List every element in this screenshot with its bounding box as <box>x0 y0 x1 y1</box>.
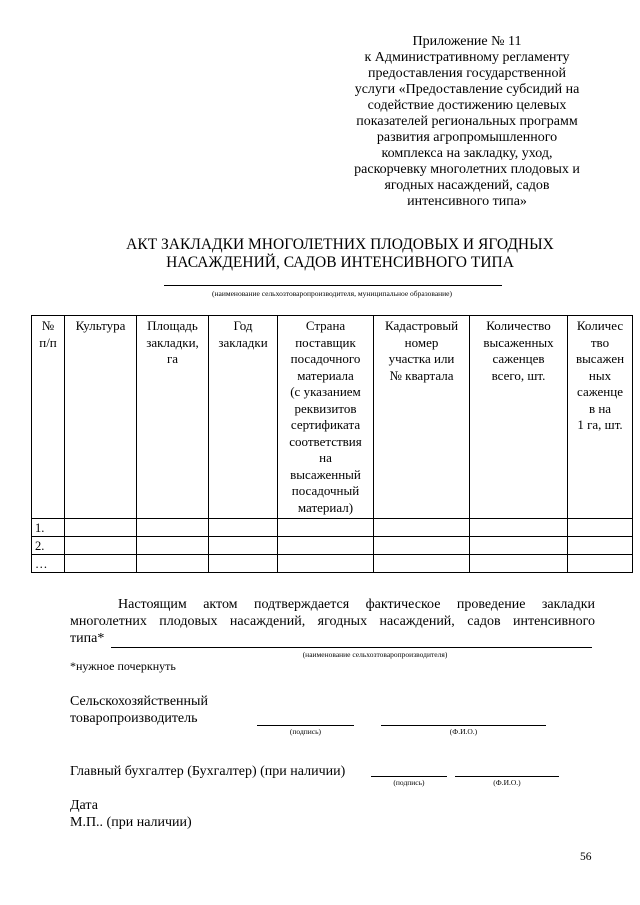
date-label: Дата <box>70 798 98 813</box>
appendix-line: к Административному регламенту <box>364 50 570 65</box>
producer-signature-line[interactable] <box>257 725 354 726</box>
table-row <box>32 555 633 573</box>
header-text-line: 1 га, шт. <box>577 417 623 432</box>
col-header-seedlings-per-ha <box>568 316 633 519</box>
header-text-line: саженце <box>577 384 623 399</box>
appendix-line: интенсивного типа» <box>407 194 527 209</box>
table-cell[interactable] <box>137 555 209 573</box>
accountant-fio-line[interactable] <box>455 776 559 777</box>
page-number: 56 <box>580 851 592 863</box>
header-text-line: Количес <box>576 318 624 333</box>
appendix-line: содействие достижению целевых <box>367 98 567 113</box>
header-text-line: Культура <box>75 318 126 333</box>
header-text-line: Площадь <box>147 318 198 333</box>
title-line-2: НАСАЖДЕНИЙ, САДОВ ИНТЕНСИВНОГО ТИПА <box>166 254 514 271</box>
producer-label-line-1: Сельскохозяйственный <box>70 694 208 709</box>
table-cell[interactable] <box>65 555 137 573</box>
planting-table <box>31 315 633 573</box>
header-text-line: закладки <box>218 334 268 350</box>
title-line-1: АКТ ЗАКЛАДКИ МНОГОЛЕТНИХ ПЛОДОВЫХ И ЯГОДНЫХ <box>126 236 554 253</box>
appendix-line: ягодных насаждений, садов <box>384 178 550 193</box>
confirmation-line-2: многолетних плодовых насаждений, ягодных насаждений, садов интенсивного <box>70 614 595 629</box>
table-cell[interactable] <box>374 555 470 573</box>
header-text-line: Год <box>233 318 253 333</box>
appendix-line: раскорчевку многолетних плодовых и <box>354 162 580 177</box>
table-cell[interactable] <box>137 519 209 537</box>
table-cell[interactable] <box>374 519 470 537</box>
header-text-line: на <box>319 450 332 465</box>
header-text-line: реквизитов <box>294 400 357 416</box>
header-text-line: сертификата <box>290 417 361 432</box>
stamp-label: М.П.. (при наличии) <box>70 815 192 830</box>
appendix-line: услуги «Предоставление субсидий на <box>354 82 580 97</box>
header-text-line: ных <box>588 367 612 383</box>
table-cell[interactable] <box>374 537 470 555</box>
header-text-line: высаженный <box>290 466 361 482</box>
col-header-number <box>32 316 65 519</box>
header-text-line: п/п <box>39 334 57 350</box>
appendix-line: показателей региональных программ <box>356 114 578 129</box>
appendix-line: комплекса на закладку, уход, <box>381 146 553 161</box>
header-text-line: материала <box>297 367 354 383</box>
header-text-line: высажен <box>575 351 625 366</box>
appendix-line: Приложение № 11 <box>412 34 522 49</box>
producer-fio-line[interactable] <box>381 725 546 726</box>
table-header-row <box>32 316 633 519</box>
table-cell[interactable] <box>278 519 374 537</box>
document-title <box>60 236 620 272</box>
accountant-fio-caption: (Ф.И.О.) <box>493 778 521 787</box>
producer-label <box>70 693 208 727</box>
col-header-cadastral-number <box>374 316 470 519</box>
table-cell[interactable] <box>209 537 278 555</box>
producer-name-fill-line[interactable] <box>111 647 592 648</box>
header-text-line: участка или <box>388 351 455 366</box>
header-text-line: № <box>41 318 55 333</box>
table-cell[interactable] <box>65 537 137 555</box>
header-text-line: номер <box>404 334 439 350</box>
table-cell[interactable] <box>209 519 278 537</box>
header-text-line: материал) <box>297 499 354 515</box>
col-header-year <box>209 316 278 519</box>
producer-name-caption: (наименование сельхозтоваропроизводителя) <box>302 650 448 659</box>
header-text-line: саженцев <box>492 351 545 366</box>
producer-signature-caption: (подпись) <box>289 727 322 736</box>
header-text-line: га <box>166 351 179 366</box>
accountant-signature-caption: (подпись) <box>393 778 425 787</box>
header-text-line: посадочного <box>290 351 361 366</box>
confirmation-line-3: типа* <box>70 631 105 646</box>
appendix-line: развития агропромышленного <box>376 130 558 145</box>
accountant-signature-line[interactable] <box>371 776 447 777</box>
footnote: *нужное почеркнуть <box>70 659 176 673</box>
table-cell[interactable] <box>137 537 209 555</box>
header-text-line: Количество <box>486 318 551 333</box>
table-cell[interactable] <box>568 555 633 573</box>
header-text-line: № квартала <box>389 367 454 383</box>
organization-fill-line <box>164 285 502 286</box>
header-text-line: (с указанием <box>290 384 361 399</box>
header-text-line: Страна <box>305 318 346 333</box>
table-cell[interactable] <box>470 519 568 537</box>
header-text-line: в на <box>588 400 612 416</box>
table-cell[interactable] <box>470 537 568 555</box>
col-header-supplier-country <box>278 316 374 519</box>
header-text-line: посадочный <box>291 483 360 498</box>
col-header-area <box>137 316 209 519</box>
table-cell[interactable] <box>568 537 633 555</box>
appendix-line: предоставления государственной <box>367 66 567 81</box>
table-row <box>32 537 633 555</box>
row-number-cell: … <box>32 555 65 573</box>
header-text-line: тво <box>590 334 610 350</box>
producer-fio-caption: (Ф.И.О.) <box>449 727 478 736</box>
header-text-line: Кадастровый <box>384 318 459 333</box>
table-cell[interactable] <box>209 555 278 573</box>
confirmation-paragraph <box>70 596 595 647</box>
table-cell[interactable] <box>470 555 568 573</box>
table-cell[interactable] <box>278 537 374 555</box>
row-number-cell: 2. <box>32 537 65 555</box>
col-header-seedlings-total <box>470 316 568 519</box>
confirmation-line-1: Настоящим актом подтверждается фактическое проведение закладки <box>118 597 595 612</box>
header-text-line: поставщик <box>295 334 356 350</box>
table-cell[interactable] <box>65 519 137 537</box>
table-row <box>32 519 633 537</box>
header-text-line: закладки, <box>146 334 199 350</box>
col-header-culture <box>65 316 137 519</box>
table-cell[interactable] <box>278 555 374 573</box>
date-stamp-block <box>70 797 192 831</box>
producer-label-line-2: товаропроизводитель <box>70 711 198 726</box>
header-text-line: соответствия <box>289 433 362 449</box>
appendix-header <box>338 34 596 210</box>
row-number-cell: 1. <box>32 519 65 537</box>
organization-caption: (наименование сельхозтоваропроизводителя, муниципальное образование) <box>212 289 452 298</box>
header-text-line: высаженных <box>483 334 554 350</box>
header-text-line: всего, шт. <box>491 367 546 383</box>
accountant-label: Главный бухгалтер (Бухгалтер) (при наличии) <box>70 764 346 779</box>
table-cell[interactable] <box>568 519 633 537</box>
